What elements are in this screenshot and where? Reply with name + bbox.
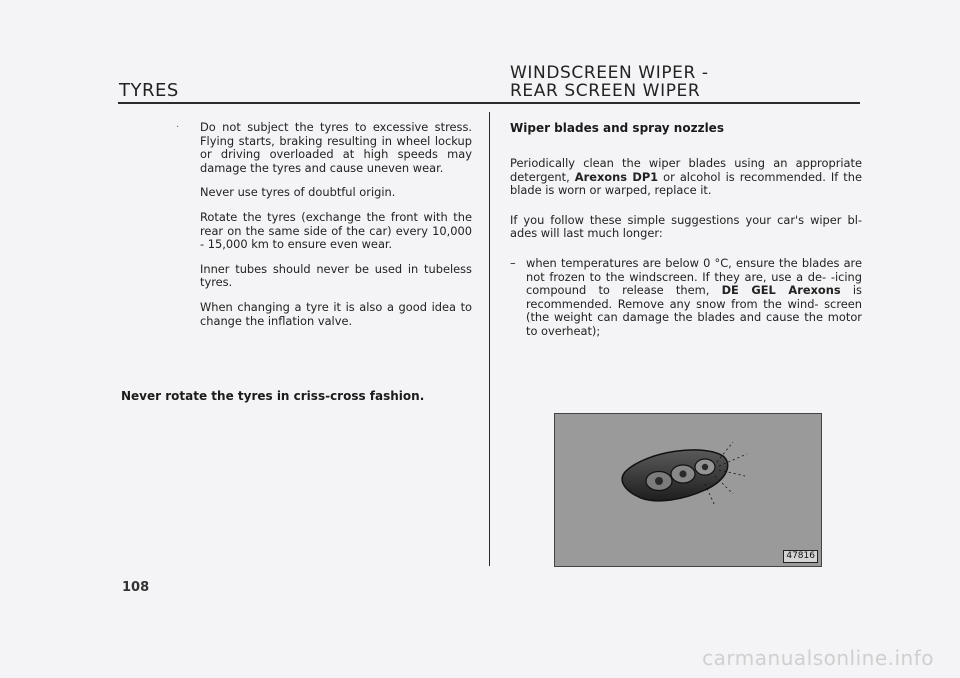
tyres-column — [200, 121, 472, 339]
header-rule — [118, 102, 860, 104]
list-item — [510, 257, 862, 339]
wiper-title-line-1: WINDSCREEN WIPER - — [510, 63, 709, 83]
wiper-advice-paragraph: If you follow these simple suggestions your car's wiper bl- ades will last much longer: — [510, 212, 862, 241]
tyres-paragraph: Never use tyres of doubtful origin. — [200, 185, 396, 200]
product-name: Arexons DP1 — [574, 169, 659, 184]
tyres-paragraph: Rotate the tyres (exchange the front with the rear on the same side of the car) every 10,000 - 15,000 km to ensure even wear. — [200, 209, 472, 252]
text-run: Periodically clean the wiper blades using an appropriate detergent, — [510, 156, 862, 184]
tyre-rotation-warning: Never rotate the tyres in criss-cross fashion. — [121, 389, 425, 403]
wiper-column — [510, 121, 862, 339]
wiper-section-heading: Wiper blades and spray nozzles — [510, 121, 724, 135]
section-title-tyres: TYRES — [119, 80, 179, 101]
wiper-title-line-2: REAR SCREEN WIPER — [510, 81, 701, 101]
tyres-paragraph: Do not subject the tyres to excessive stress. Flying starts, braking resulting in wheel lockup or driving overloaded at high speeds may damage the tyres and cause uneven wear. — [200, 120, 472, 175]
tyres-paragraph: Inner tubes should never be used in tubeless tyres. — [200, 261, 472, 290]
bullet-mark: · — [176, 122, 180, 133]
tyres-paragraph: When changing a tyre it is also a good idea to change the inflation valve. — [200, 299, 472, 328]
list-dash: – — [510, 255, 516, 270]
watermark-text: carmanualsonline.info — [702, 646, 934, 670]
section-title-wiper — [510, 64, 709, 100]
list-item-text — [526, 257, 862, 339]
wiper-cleaning-paragraph — [510, 157, 862, 198]
page-number: 108 — [122, 580, 150, 595]
text-run: when temperatures are below 0 °C, ensure the blades are not frozen to the windscreen. If they are, use a de- -icing compound to release them, — [526, 255, 862, 298]
product-name: DE GEL Arexons — [721, 283, 841, 298]
column-divider — [489, 112, 490, 566]
text-run: or alcohol is recommended. If the blade is worn or warped, replace it. — [510, 169, 862, 198]
spray-nozzle-figure — [554, 413, 822, 567]
text-run: is recommended. Remove any snow from the wind- screen (the weight can damage the blades and cause the motor to overheat); — [526, 283, 862, 338]
spray-nozzle-illustration — [555, 414, 821, 566]
figure-number: 47816 — [783, 550, 818, 563]
